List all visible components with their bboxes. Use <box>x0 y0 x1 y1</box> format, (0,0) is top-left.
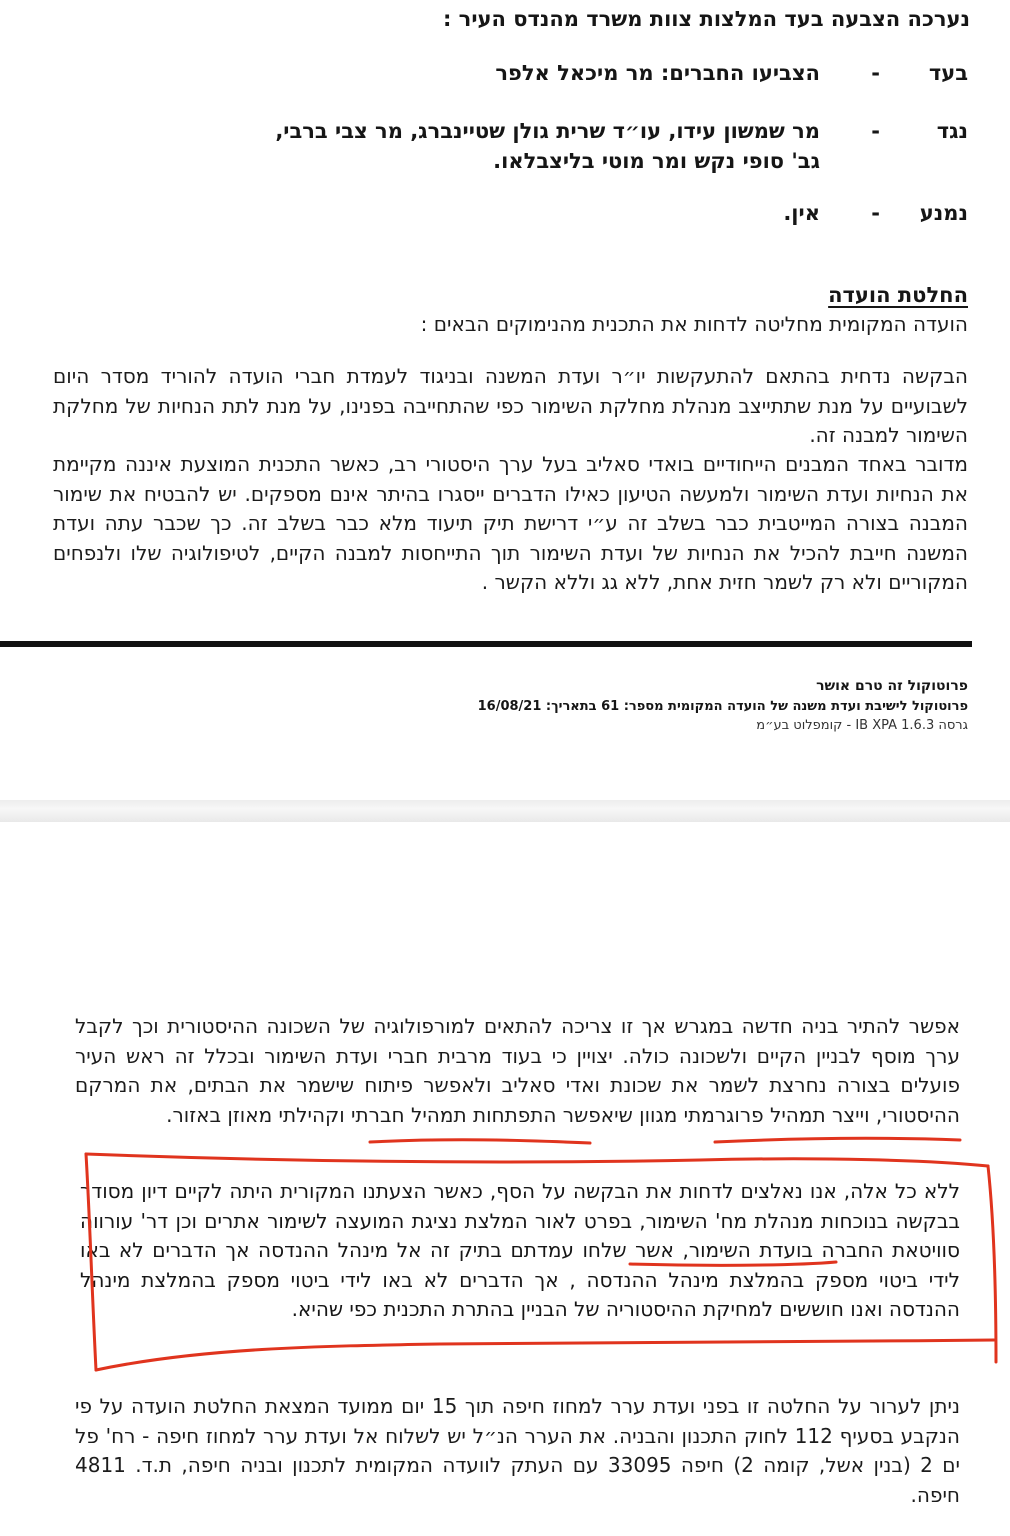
page2-paragraph-1: אפשר להתיר בניה חדשה במגרש אך זו צריכה להתאים למורפולוגיה של השכונה ההיסטורית וכך לקבל ערך מוסף לבניין הקיים ולשכונה כולה. יצויין כי בעוד מרבית חברי ועדת השימור ובכלל זה ראש העיר פועלים בצורה נחרצת לשמר את שכונת ואדי סאליב ולאפשר פיתוח שישמר את הבתים, את המרקם ההיסטורי, וייצר תמהיל פרוגרמתי מגוון שיאפשר התפתחות תמהיל חברתי וקהילתי מאוזן באזור. <box>75 1014 960 1127</box>
vote-against-dash: - <box>871 119 880 143</box>
document-page-2 <box>0 822 1010 1536</box>
annotation-bottom-stroke <box>96 1340 994 1370</box>
vote-abstain-dash: - <box>871 201 880 225</box>
annotation-underline-1 <box>370 1140 590 1143</box>
vote-abstain-value: אין. <box>783 201 820 225</box>
vote-for-dash: - <box>871 61 880 85</box>
decision-title: החלטת הועדה <box>828 283 968 307</box>
page-gap <box>0 800 1010 822</box>
highlighted-paragraph: ללא כל אלה, אנו נאלצים לדחות את הבקשה על הסף, כאשר הצעתנו המקורית היתה לקיים דיון מסודר בבקשה בנוכחות מנהלת מח' השימור, בפרט לאור המלצת נציגת המועצה לשימור אתרים וכן דר' עורווה סוויטאת החברה בועדת השימור, אשר שלחו עמדתם בתיק זה אל מינהל ההנדסה אך הדברים לא באו לידי ביטוי מספק בהמלצת מינהל ההנדסה , אך הדברים לא באו לידי ביטוי מספק בהמלצת מינהל ההנדסה ואנו חוששים למחיקת ההיסטוריה של הבניין בהתרת התכנית כפי שהיא. <box>80 1179 960 1321</box>
footer-version: גרסה IB XPA 1.6.3 - קומפלוט בע״מ <box>756 718 968 733</box>
vote-against-members: מר שמשון עידו, עו״ד שרית גולן שטיינברג, מר צבי ברבי, <box>275 119 820 143</box>
footer-protocol-info: פרוטוקול לישיבת ועדת משנה של הועדה המקומית מספר: 61 בתאריך: 16/08/21 <box>477 699 968 714</box>
vote-abstain-label: נמנע <box>919 201 968 225</box>
vote-against-members-cont: גב' סופי נקש ומר מוטי בליצבלאו. <box>493 149 820 173</box>
vote-for-label: בעד <box>928 61 968 85</box>
annotation-underline-2 <box>715 1138 960 1142</box>
vote-heading: נערכה הצבעה בעד המלצות צוות משרד מהנדס העיר : <box>442 7 970 31</box>
appeal-paragraph: ניתן לערור על החלטה זו בפני ועדת ערר למחוז חיפה תוך 15 יום ממועד המצאת החלטת הועדה על פי הנקבע בסעיף 112 לחוק התכנון והבניה. את הערר הנ״ל יש לשלוח אל ועדת ערר למחוז חיפה - רח' פל ים 2 (בנין אשל, קומה 2) חיפה 33095 עם העתק לוועדה המקומית לתכנון ובניה חיפה, ת.ד. 4811 חיפה. <box>75 1394 961 1507</box>
decision-paragraph-1: הבקשה נדחית בהתאם להתעקשות יו״ר ועדת המשנה ובניגוד לעמדת חברי הועדה להוריד מסדר היום לשבועיים על מנת שתתייצב מנהלת מחלקת השימור כפי שהתחייבה בפנינו, על מנת לתת הנחיות של מחלקת השימור למבנה זה. <box>53 364 968 447</box>
annotation-right-stroke <box>988 1166 996 1362</box>
decision-intro: הועדה המקומית מחליטה לדחות את התכנית מהנימוקים הבאים : <box>420 312 968 336</box>
vote-for-members: הצביעו החברים: מר מיכאל אלפר <box>495 61 820 85</box>
decision-paragraph-2: מדובר באחד המבנים הייחודיים בואדי סאליב בעל ערך היסטורי רב, כאשר התכנית המוצעת איננה מקיימת את הנחיות ועדת השימור ולמעשה הטיעון כאילו הדברים ייסגרו בהיתר אינם מספקים. יש להבטיח את שימור המבנה בצורה המייטבית כבר בשלב זה ע״י דרישת תיק תיעוד מלא כבר בשלב זה. כך שכבר עתה ועדת המשנה חייבת להכיל את הנחיות של ועדת השימור תוך התייחסות למבנה הקיים, לטיפולוגיה שלו ולנפחים המקוריים ולא רק לשמר חזית אחת, ללא גג וללא הקשר . <box>53 452 968 594</box>
annotation-top-stroke <box>86 1154 988 1166</box>
vote-against-label: נגד <box>936 119 968 143</box>
footer-not-approved: פרוטוקול זה טרם אושר <box>816 678 968 694</box>
page-divider <box>0 641 972 647</box>
